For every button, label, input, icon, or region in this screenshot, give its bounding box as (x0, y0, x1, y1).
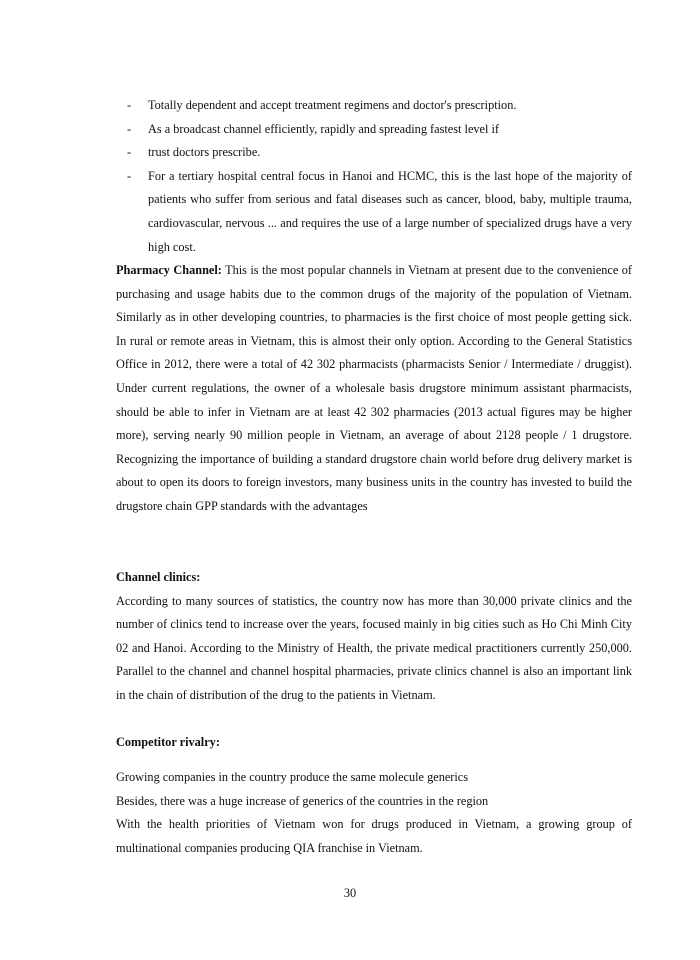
clinics-text: According to many sources of statistics, the country now has more than 30,000 private clinics and the number of clinics tend to increase over the years, focused mainly in big cities such as Ho Chi Minh City 02 and Hanoi. According to the Ministry of Health, the private medical practitioners currently 250,000. Parallel to the channel and channel hospital pharmacies, private clinics channel is also an important link in the chain of distribution of the drug to the patients in Vietnam. (116, 593, 632, 702)
clinics-heading: Channel clinics: (116, 570, 201, 584)
competitor-paragraph: With the health priorities of Vietnam won for drugs produced in Vietnam, a growing group of multinational companies producing QIA franchise in Vietnam. (116, 817, 632, 855)
pharmacy-paragraph (116, 259, 632, 519)
list-item: - trust doctors prescribe. (127, 145, 261, 160)
competitor-heading: Competitor rivalry: (116, 735, 220, 749)
competitor-line: Besides, there was a huge increase of generics of the countries in the region (116, 793, 489, 808)
pharmacy-text: This is the most popular channels in Vietnam at present due to the convenience of purchasing and usage habits due to the common drugs of the majority of the population of Vietnam. Similarly as in other developing countries, to pharmacies is the first choice of most people getting sick. In rural or remote areas in Vietnam, this is almost their only option. According to the General Statistics Office in 2012, there were a total of 42 302 pharmacists (pharmacists Senior / Intermediate / druggist). Under current regulations, the owner of a wholesale basis drugstore minimum assistant pharmacists, should be able to infer in Vietnam are at least 42 302 pharmacies (2013 actual figures may be higher more), serving nearly 90 million people in Vietnam, an average of about 2128 people / 1 drugstore. Recognizing the importance of building a standard drugstore chain world before drug delivery market is about to open its doors to foreign investors, many business units in the country has invested to build the drugstore chain GPP standards with the advantages (116, 263, 633, 513)
competitor-line: Growing companies in the country produce the same molecule generics (116, 770, 469, 784)
page-number: 30 (343, 886, 357, 900)
pharmacy-heading: Pharmacy Channel: (116, 263, 222, 277)
competitor-section (116, 766, 632, 860)
list-item: - For a tertiary hospital central focus in Hanoi and HCMC, this is the last hope of the majority of patients who suffer from serious and fatal diseases such as cancer, blood, baby, multiple trauma, cardiovascular, nervous ... and requires the use of a large number of specialized drugs have a very high cost. (127, 168, 632, 254)
list-item: - Totally dependent and accept treatment regimens and doctor's prescription. (127, 98, 517, 112)
competitor-heading-block (116, 731, 632, 755)
clinics-section (116, 566, 632, 708)
list-item: - As a broadcast channel efficiently, rapidly and spreading fastest level if (127, 121, 500, 136)
bullet-list (116, 94, 632, 259)
